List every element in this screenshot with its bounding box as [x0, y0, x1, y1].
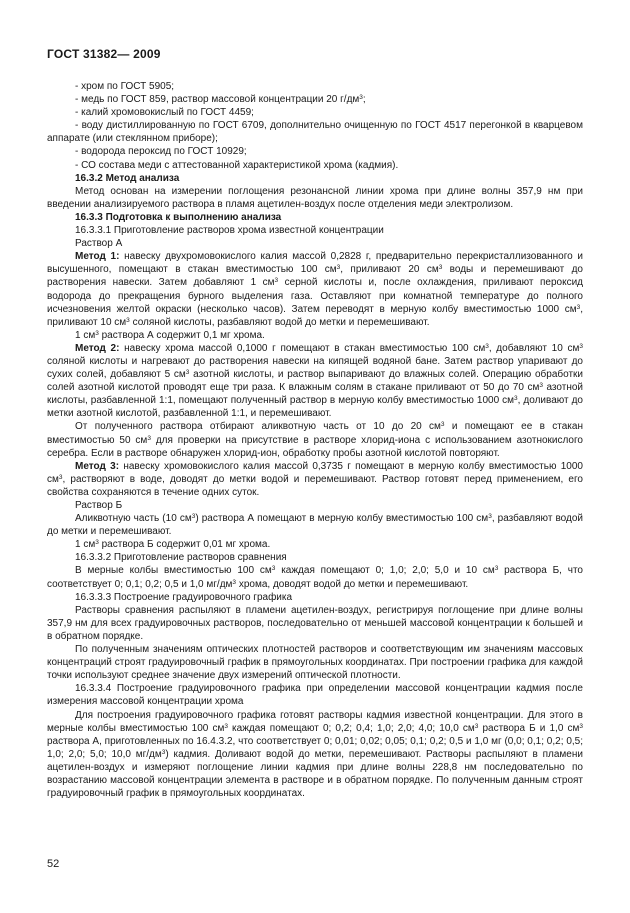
aliquot-paragraph: От полученного раствора отбирают аликвотную часть от 10 до 20 $см^3$ и помещают ее в стакан вместимостью 50 $см^3$ для проверки на присутствие в растворе хлорид-иона с использованием азотнокислого серебра. Если в растворе обнаружен хлорид-ион, обработку пробы азотной кислотой повторяют. — [47, 421, 583, 459]
paragraph: По полученным значениям оптических плотностей растворов и соответствующим им значениям массовых концентраций строят градуировочный график в прямоугольных координатах. При построении графика для каждой точки используют среднее значение двух измерений оптической плотности. — [47, 644, 583, 682]
list-item: - хром по ГОСТ 5905; — [75, 81, 175, 92]
paragraph: Растворы сравнения распыляют в пламени ацетилен-воздух, регистрируя поглощение при длине волны 357,9 нм для всех градуировочных растворов, последовательно от меньшей массовой концентрации к большей и в обратном порядке. — [47, 604, 583, 642]
solution-b-label: Раствор Б — [75, 500, 123, 511]
document-header: ГОСТ 31382— 2009 — [47, 47, 161, 61]
list-item: - медь по ГОСТ 859, раствор массовой концентрации 20 $г/дм^3$; — [75, 94, 366, 106]
paragraph: Метод основан на измерении поглощения резонансной линии хрома при длине волны 357,9 нм при введении анализируемого раствора в пламя ацетилен-воздух после отделения меди электролизом. — [47, 185, 583, 210]
subsection-heading-16-3-3-1: 16.3.3.1 Приготовление растворов хрома известной концентрации — [75, 225, 384, 237]
method-3-paragraph: Метод 3: навеску хромовокислого калия массой 0,3735 г помещают в мерную колбу вместимостью 1000 $см^3$, растворяют в воде, доводят до метки водой и перемешивают. Раствор готовят перед применением, его свойства сохраняются в течение одних суток. — [47, 460, 583, 498]
method-1-paragraph: Метод 1: навеску двухромовокислого калия массой 0,2828 г, предварительно перекристаллизованного и высушенного, помещают в стакан вместимостью 100 $см^3$, приливают 20 $см^3$ воды и перемешивают до растворения навески. Затем добавляют 1 $см^3$ серной кислоты и, после охлаждения, приливают пероксид водорода до прекращения бурного выделения газа. Оставляют при комнатной температуре до полного исчезновения желтой окраски (несколько часов). Затем переводят в мерную колбу вместимостью 1000 $см^3$, приливают 10 $см^3$ соляной кислоты, разбавляют водой до метки и перемешивают. — [47, 251, 583, 328]
subsection-heading-16-3-3-3: 16.3.3.3 Построение градуировочного графика — [75, 591, 293, 603]
page-number: 52 — [47, 858, 60, 870]
list-item: - калий хромовокислый по ГОСТ 4459; — [75, 107, 254, 119]
section-heading-16-3-3: 16.3.3 Подготовка к выполнению анализа — [75, 211, 282, 223]
subsection-heading-16-3-3-4: 16.3.3.4 Построение градуировочного графика при определении массовой концентрации кадмия после измерения массовой концентрации хрома — [47, 683, 583, 708]
section-heading-16-3-2: 16.3.2 Метод анализа — [75, 172, 180, 184]
solution-b-note: 1 $см^3$ раствора Б содержит 0,01 мг хрома. — [75, 539, 271, 551]
subsection-heading-16-3-3-2: 16.3.3.2 Приготовление растворов сравнения — [75, 552, 287, 564]
page-body — [47, 80, 583, 800]
list-item: - водорода пероксид по ГОСТ 10929; — [75, 146, 247, 158]
method-2-paragraph: Метод 2: навеску хрома массой 0,1000 г помещают в стакан вместимостью 100 $см^3$, добавляют 10 $см^3$ соляной кислоты и нагревают до растворения навески на кипящей водяной бане. Затем раствор упаривают до сухих солей, добавляют 5 $см^3$ азотной кислоты, и раствор выпаривают до влажных солей. Операцию обработки солей азотной кислотой проводят еще три раза. К влажным солям в стакане приливают от 50 до 70 $см^3$ азотной кислоты, разбавленной 1:1, помещают полученный раствор в мерную колбу вместимостью 1000 $см^3$, доливают до метки азотной кислотой, разбавленной 1:1, и перемешивают. — [47, 342, 584, 420]
list-item: - СО состава меди с аттестованной характеристикой хрома (кадмия). — [75, 159, 399, 171]
solution-a-note: 1 $см^3$ раствора А содержит 0,1 мг хрома. — [75, 329, 265, 341]
list-item: - воду дистиллированную по ГОСТ 6709, дополнительно очищенную по ГОСТ 4517 перегонкой в кварцевом аппарате (или стеклянном приборе); — [47, 120, 583, 145]
cadmium-calibration-paragraph: Для построения градуировочного графика готовят растворы кадмия известной концентрации. Для этого в мерные колбы вместимостью 100 $см^3$ каждая помещают 0; 0,2; 0,4; 1,0; 2,0; 4,0; 10,0 $см^3$ раствора Б и 1,0 $см^3$ раствора А, приготовленных по 16.4.3.2, что соответствует 0; 0,01; 0,02; 0,05; 0,1; 0,2; 0,5 и 1,0 мг (0,0; 0,1; 0,2; 0,5; 1,0; 2,0; 5,0; 10,0 $мг/дм^3$) кадмия. Доливают водой до метки, перемешивают. Растворы распыляют в пламени ацетилен-воздух и измеряют поглощение линии кадмия при длине волны 228,8 нм последовательно по возрастанию массовой концентрации элемента в растворе и в обратном порядке. По полученным данным строят градуировочный график в прямоугольных координатах. — [47, 709, 583, 800]
solution-a-label: Раствор А — [75, 238, 123, 250]
solution-b-paragraph: Аликвотную часть (10 $см^3$) раствора А помещают в мерную колбу вместимостью 100 $см^3$, разбавляют водой до метки и перемешивают. — [47, 513, 583, 538]
reference-solutions-paragraph: В мерные колбы вместимостью 100 $см^3$ каждая помещают 0; 1,0; 2,0; 5,0 и 10 $см^3$ раствора Б, что соответствует 0; 0,1; 0,2; 0,5 и 1,0 $мг/дм^3$ хрома, доводят водой до метки и перемешивают. — [47, 565, 583, 590]
